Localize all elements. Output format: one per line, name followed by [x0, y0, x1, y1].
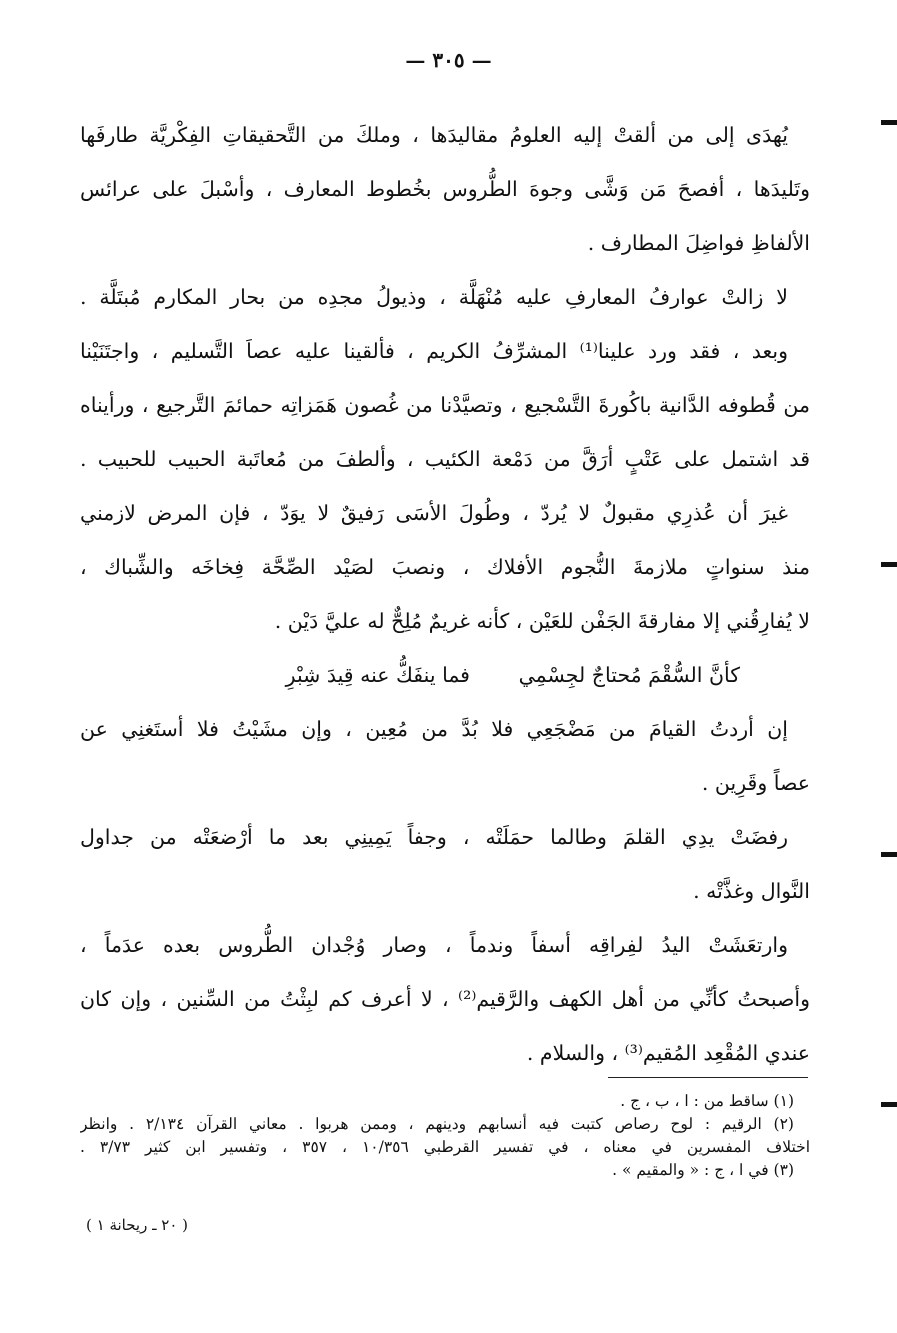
page-number-header: — ٣٠٥ —: [405, 48, 492, 72]
text-line: إن أردتُ القيامَ من مَضْجَعِي فلا بُدَّ من مُعِين ، وإن مشَيْتُ فلا أستَغنِي عن: [80, 717, 788, 741]
text-line: وارتعَشَتْ اليدُ لفِراقِه أسفاً وندماً ، وصار وُجْدان الطُّروس بعده عدَماً ،: [80, 933, 788, 957]
text-line: عصاً وقَرِين .: [701, 771, 810, 795]
printer-signature: ( ٢٠ ـ ريحانة ١ ): [86, 1216, 189, 1234]
text-line: وأصبحتُ كأنِّي من أهل الكهف والرَّقيم⁽²⁾ ، لا أعرف كم لبِثْتُ من السِّنين ، وإن كان: [80, 987, 810, 1011]
footnote: (٢) الرقيم : لوح رصاص كتبت فيه أنسابهم ودينهم ، وممن هربوا . معاني القرآن ٢/١٣٤ . وانظر: [80, 1115, 794, 1133]
margin-mark: [881, 120, 897, 125]
text-line: يُهدَى إلى من ألقتْ إليه العلومُ مقاليدَها ، وملكَ من التَّحقيقاتِ الفِكْريَّة طارفَها: [80, 123, 788, 147]
text-line: وتَليدَها ، أفصحَ مَن وَشَّى وجوهَ الطُّروس بخُطوط المعارف ، وأسْبلَ على عرائس: [80, 177, 810, 201]
text-line: لا زالتْ عوارفُ المعارفِ عليه مُنْهَلَّة ، وذيولُ مجدِه من بحار المكارم مُبتَلَّة .: [80, 285, 788, 309]
margin-mark: [881, 852, 897, 857]
footnote: (١) ساقط من : ا ، ب ، ج .: [620, 1092, 794, 1110]
text-line: الألفاظِ فواضِلَ المطارف .: [587, 231, 810, 255]
verse-hemistich-second: فما ينفَكُّ عنه قِيدَ شِبْرِ: [285, 663, 470, 687]
verse-hemistich-first: كأنَّ السُّقْمَ مُحتاجٌ لجِسْمِي: [518, 663, 740, 687]
text-line: قد اشتمل على عَتْبٍ أرَقَّ من دَمْعة الكئيب ، وألطفَ من مُعاتَبة الحبيب للحبيب .: [80, 447, 810, 471]
text-line: غيرَ أن عُذرِي مقبولٌ لا يُردّ ، وطُولَ الأسَى رَفيقٌ لا يوَدّ ، فإن المرض لازمني: [80, 501, 788, 525]
margin-mark: [881, 562, 897, 567]
text-line: النَّوال وغذَّتْه .: [693, 879, 810, 903]
text-line: عندي المُقْعِد المُقيم⁽³⁾ ، والسلام .: [526, 1041, 810, 1065]
poetry-verse: [80, 648, 810, 702]
footnote-separator: [608, 1077, 808, 1078]
text-line: رفضَتْ يدِي القلمَ وطالما حمَلَتْه ، وجفاً يَمِينِي بعد ما أرْضعَتْه من جداول: [80, 825, 788, 849]
text-line: منذ سنواتٍ ملازمةَ النُّجوم الأفلاك ، ونصبَ لصَيْد الصِّحَّة فِخاخَه والشِّباك ،: [80, 555, 810, 579]
footnote: (٣) في ا ، ج : « والمقيم » .: [612, 1161, 794, 1179]
footnote: اختلاف المفسرين في معناه ، في تفسير القرطبي ١٠/٣٥٦ ، ٣٥٧ ، وتفسير ابن كثير ٣/٧٣ .: [80, 1138, 810, 1156]
main-text: [80, 108, 810, 1080]
text-line: من قُطوفه الدَّانية باكُورةَ التَّسْجيع ، وتصيَّدْنا من غُصون هَمَزاتِه حمائمَ التَّرجيع ، ورأيناه: [80, 393, 810, 417]
footnotes: [80, 1090, 810, 1182]
text-line: وبعد ، فقد ورد علينا⁽¹⁾ المشرِّفُ الكريم ، فألقينا عليه عصاَ التَّسليم ، واجتَنَيْنا: [80, 339, 788, 363]
margin-mark: [881, 1102, 897, 1107]
text-line: لا يُفارِقُني إلا مفارقةَ الجَفْن للعَيْن ، كأنه غريمٌ مُلِحٌّ له عليَّ دَيْن .: [274, 609, 810, 633]
